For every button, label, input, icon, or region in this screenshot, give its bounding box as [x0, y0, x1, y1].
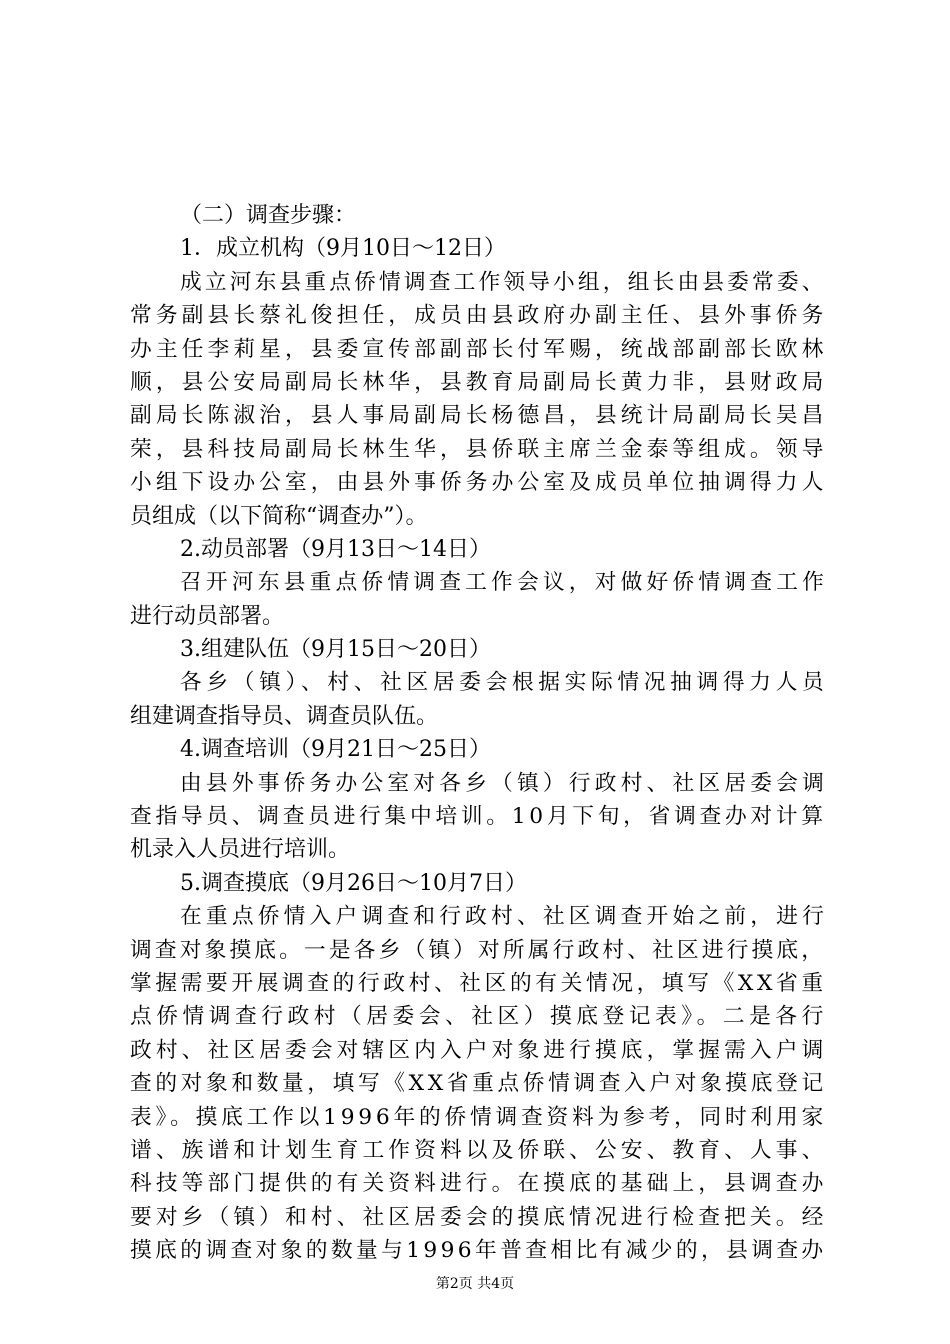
text-line: 荣，县科技局副局长林生华，县侨联主席兰金泰等组成。领导 — [130, 436, 828, 462]
text-line: 副局长陈淑治，县人事局副局长杨德昌，县统计局副局长吴昌 — [130, 403, 828, 429]
text-line: 查指导员、调查员进行集中培训。10月下旬，省调查办对计算 — [130, 804, 827, 830]
text-line: 常务副县长蔡礼俊担任，成员由县政府办副主任、县外事侨务 — [130, 303, 828, 329]
text-line: 点侨情调查行政村（居委会、社区）摸底登记表》。二是各行 — [130, 1004, 828, 1030]
text-line: 员组成（以下简称“调查办”）。 — [130, 503, 428, 529]
text-line: （二）调查步骤： — [180, 203, 357, 228]
text-line: 表》。摸底工作以1996年的侨情调查资料为参考，同时利用家 — [130, 1104, 827, 1130]
text-line: 在重点侨情入户调查和行政村、社区调查开始之前，进行 — [180, 904, 828, 930]
text-line: 要对乡（镇）和村、社区居委会的摸底情况进行检查把关。经 — [130, 1204, 828, 1230]
text-line: 1．成立机构（9月10日～12日） — [180, 236, 506, 262]
text-line: 掌握需要开展调查的行政村、社区的有关情况，填写《XX省重 — [130, 970, 827, 996]
text-line: 摸底的调查对象的数量与1996年普查相比有减少的，县调查办 — [130, 1238, 827, 1264]
text-line: 调查对象摸底。一是各乡（镇）对所属行政村、社区进行摸底， — [130, 937, 827, 963]
text-line: 查的对象和数量，填写《XX省重点侨情调查入户对象摸底登记 — [130, 1071, 827, 1097]
text-line: 办主任李莉星，县委宣传部副部长付军赐，统战部副部长欧林 — [130, 336, 828, 362]
text-line: 2.动员部署（9月13日～14日） — [180, 536, 491, 562]
text-line: 3.组建队伍（9月15日～20日） — [180, 637, 491, 663]
document-body — [130, 199, 830, 1268]
page-footer: 第2页 共4页 — [435, 1276, 515, 1292]
text-line: 各乡（镇）、村、社区居委会根据实际情况抽调得力人员 — [180, 670, 829, 696]
text-line: 进行动员部署。 — [130, 603, 285, 629]
text-line: 机录入人员进行培训。 — [130, 837, 351, 863]
text-line: 成立河东县重点侨情调查工作领导小组，组长由县委常委、 — [180, 269, 827, 295]
text-line: 召开河东县重点侨情调查工作会议，对做好侨情调查工作 — [180, 570, 828, 596]
text-line: 科技等部门提供的有关资料进行。在摸底的基础上，县调查办 — [130, 1171, 828, 1197]
text-line: 顺，县公安局副局长林华，县教育局副局长黄力非，县财政局 — [130, 369, 828, 395]
text-line: 组建调查指导员、调查员队伍。 — [130, 703, 439, 729]
text-line: 小组下设办公室，由县外事侨务办公室及成员单位抽调得力人 — [130, 470, 828, 496]
text-line: 由县外事侨务办公室对各乡（镇）行政村、社区居委会调 — [180, 770, 828, 796]
text-line: 5.调查摸底（9月26日～10月7日） — [180, 870, 527, 896]
text-line: 政村、社区居委会对辖区内入户对象进行摸底，掌握需入户调 — [130, 1037, 828, 1063]
text-line: 谱、族谱和计划生育工作资料以及侨联、公安、教育、人事、 — [130, 1137, 828, 1163]
text-line: 4.调查培训（9月21日～25日） — [180, 737, 491, 763]
